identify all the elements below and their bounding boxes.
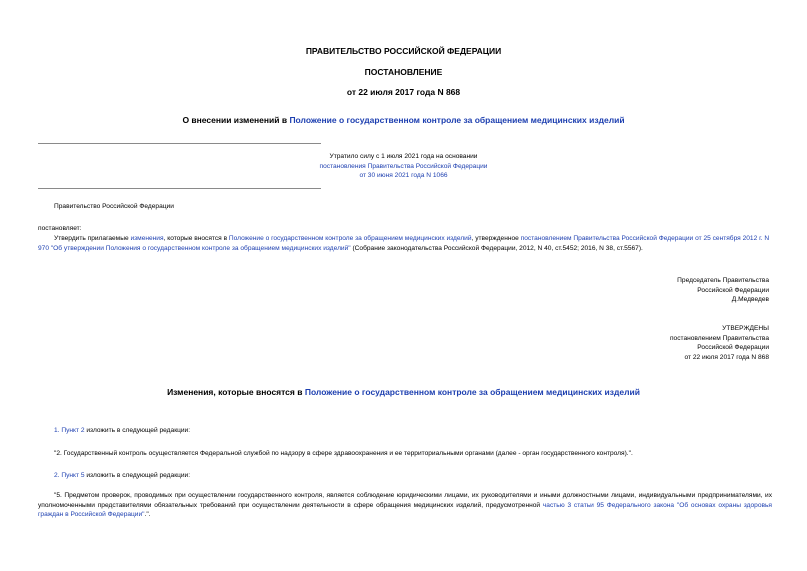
signature-line: Д.Медведев: [731, 296, 769, 304]
status-note-line: Утратило силу с 1 июля 2021 года на основании: [329, 153, 478, 160]
text-fragment: , которые вносятся в: [163, 235, 229, 242]
signature-line: Российской Федерации: [697, 286, 769, 294]
regulation-link[interactable]: Положение о государственном контроле за обращением медицинских изделий: [289, 115, 625, 125]
status-note: [200, 152, 607, 181]
changes-title-prefix: Изменения, которые вносятся в: [167, 387, 305, 397]
resolution-970-link[interactable]: постановлением Правительства Российской Федерации от 25 сентября 2012 г. N 970 "Об утверждении Положения о государственном контроле за обращением медицинских изделий": [38, 235, 770, 252]
divider-bottom: [38, 188, 321, 189]
text-fragment: изложить в следующей редакции:: [84, 427, 191, 434]
text-fragment: (Собрание законодательства Российской Федерации, 2012, N 40, ст.5452; 2016, N 38, ст.5567).: [350, 244, 643, 252]
approved-block: [670, 324, 769, 362]
item-1-number[interactable]: 1.: [54, 427, 62, 434]
item-2-quote: [38, 491, 772, 520]
government-heading: ПРАВИТЕЛЬСТВО РОССИЙСКОЙ ФЕДЕРАЦИИ: [305, 46, 502, 56]
text-fragment: изложить в следующей редакции:: [84, 472, 191, 479]
repeal-date-link[interactable]: от 30 июня 2021 года N 1066: [359, 172, 448, 180]
paragraph-approve: [38, 234, 772, 253]
document-date-number: от 22 июля 2017 года N 868: [346, 87, 461, 97]
changes-title: [0, 387, 807, 397]
item-2-link[interactable]: Пункт 5: [61, 472, 85, 479]
item-2-number[interactable]: 2.: [54, 472, 62, 479]
approved-line: Российской Федерации: [697, 344, 769, 352]
repeal-resolution-link[interactable]: постановления Правительства Российской Федерации: [319, 162, 488, 170]
text-fragment: , утвержденное: [471, 235, 521, 242]
document-type: ПОСТАНОВЛЕНИЕ: [364, 67, 443, 77]
government-name: Правительство Российской Федерации: [54, 203, 174, 210]
title-prefix: О внесении изменений в: [182, 115, 290, 125]
federal-law-link[interactable]: частью 3 статьи 95 Федерального закона "Об основах охраны здоровья граждан в Российской Федерации": [38, 501, 772, 519]
text-fragment: "5. Предметом проверок, проводимых при осуществлении государственного контроля, является соблюдение юридическими лицами, их руководителями и иными должностными лицами, индивидуальными предпринимателями, их уполномоченными представителями обязательных требований при осуществлении деятельности в сфере обращения медицинских изделий, предусмотренной: [38, 492, 772, 509]
changes-regulation-link[interactable]: Положение о государственном контроле за обращением медицинских изделий: [304, 387, 640, 397]
item-2: [54, 471, 190, 481]
resolves-label: постановляет:: [38, 225, 82, 232]
item-1-link[interactable]: Пункт 2: [61, 427, 85, 434]
document-title: [0, 115, 807, 125]
item-1-quote: "2. Государственный контроль осуществляется Федеральной службой по надзору в сфере здравоохранения и ее территориальными органами (далее - орган государственного контроля).".: [54, 450, 633, 457]
regulation-link-inline[interactable]: Положение о государственном контроле за обращением медицинских изделий: [228, 235, 472, 242]
changes-link[interactable]: изменения: [130, 235, 164, 242]
divider-top: [38, 143, 321, 144]
approved-line: от 22 июля 2017 года N 868: [684, 353, 769, 361]
text-fragment: .".: [144, 511, 151, 519]
signature-line: Председатель Правительства: [677, 277, 769, 284]
signature-block: [677, 276, 769, 305]
approved-line: постановлением Правительства: [669, 334, 769, 342]
approved-line: УТВЕРЖДЕНЫ: [722, 325, 769, 332]
text-fragment: Утвердить прилагаемые: [54, 235, 131, 242]
item-1: [54, 426, 190, 436]
